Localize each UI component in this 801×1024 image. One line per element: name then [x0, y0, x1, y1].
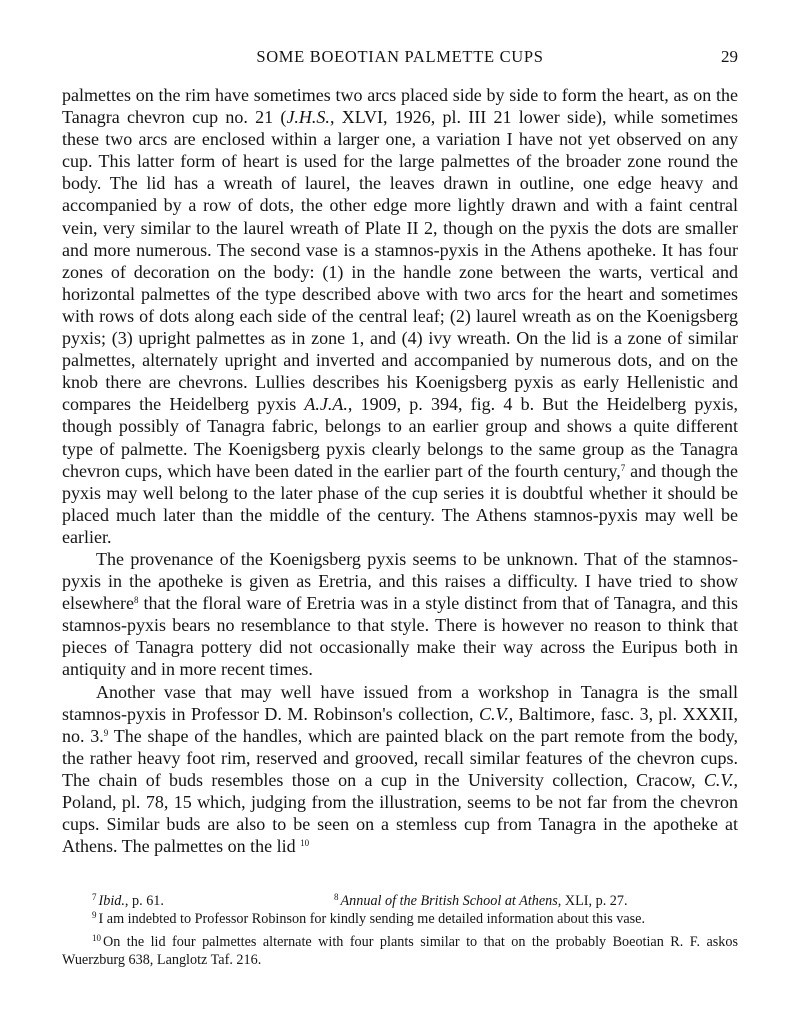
- text-run: The provenance of the Koenigsberg pyxis seems to be unknown. That of the stamnos-pyxis in the apotheke is given as Eretria, and this raises a difficulty. I have tried to show elsewhere: [62, 548, 738, 614]
- footnote-text: On the lid four palmettes alternate with four plants similar to that on the probably Boeotian R. F. askos Wuerzburg 638, Langlotz Taf. 216.: [62, 933, 738, 968]
- paragraph-3: [62, 681, 738, 858]
- footnote-ref-8: 8: [133, 595, 139, 606]
- footnote-text: , XLI, p. 27.: [557, 893, 628, 909]
- footnote-10: [62, 929, 738, 970]
- footnote-text: , p. 61.: [124, 893, 164, 909]
- footnote-ref-9: 9: [103, 727, 109, 738]
- text-run: , Baltimore, fasc. 3, pl. XXXII, no. 3.: [62, 703, 738, 746]
- paragraph-2: [62, 548, 738, 681]
- citation: A.J.A.: [304, 394, 348, 415]
- body-text: [62, 84, 738, 857]
- footnote-number: 8: [334, 892, 339, 902]
- text-run: , 1909, p. 394, fig. 4 b. But the Heidelberg pyxis, though possibly of Tanagra fabric, belongs to an earlier group and shows a quite different type of palmette. The Koenigsberg pyxis clearly belongs to the same group as the Tanagra chevron cups, which have been dated in the earlier part of the fourth century,: [62, 394, 739, 481]
- text-run: and though the pyxis may well belong to the later phase of the cup series it is doubtful whether it should be placed much later than the middle of the century. The Athens stamnos-pyxis may well be earlier.: [62, 460, 738, 547]
- footnote-7: [92, 888, 164, 910]
- text-run: that the floral ware of Eretria was in a style distinct from that of Tanagra, and this stamnos-pyxis bears no resemblance to that style. There is however no reason to think that pieces of Tanagra pottery did not occasionally make their way across the Euripus both in antiquity and in more recent times.: [62, 593, 738, 680]
- footnote-citation: Annual of the British School at Athens: [340, 893, 558, 909]
- text-run: Another vase that may well have issued from a workshop in Tanagra is the small stamnos-pyxis in Professor D. M. Robinson's collection,: [62, 681, 738, 724]
- citation: C.V.: [703, 769, 734, 790]
- text-run: , XLVI, 1926, pl. III 21 lower side), while sometimes these two arcs are enclosed within a larger one, a variation I have not yet observed on any cup. This latter form of heart is used for the large palmettes of the broader zone round the body. The lid has a wreath of laurel, the leaves drawn in outline, one edge heavy and accompanied by a row of dots, the other edge more lightly drawn and with a faint central vein, very similar to the laurel wreath of Plate II 2, though on the pyxis the dots are smaller and more numerous. The second vase is a stamnos-pyxis in the Athens apotheke. It has four zones of decoration on the body: (1) in the handle zone between the warts, vertical and horizontal palmettes of the type described above with two arcs for the heart and sometimes with rows of dots along each side of the central leaf; (2) laurel wreath as on the Koenigsberg pyxis; (3) upright palmettes as in zone 1, and (4) ivy wreath. On the lid is a zone of similar palmettes, alternately upright and inverted and accompanied by numerous dots, and on the knob there are chevrons. Lullies describes his Koenigsberg pyxis as early Hellenistic and compares the Heidelberg pyxis: [62, 107, 739, 415]
- footnote-8: [334, 888, 628, 910]
- footnote-number: 7: [92, 892, 97, 902]
- footnote-ref-7: 7: [620, 462, 626, 473]
- text-run: The shape of the handles, which are painted black on the part remote from the body, the rather heavy foot rim, reserved and grooved, recall similar features of the chevron cups. The chain of buds resembles those on a cup in the University collection, Cracow,: [62, 725, 739, 790]
- text-run: , Poland, pl. 78, 15 which, judging from the illustration, seems to be not far from the chevron cups. Similar buds are also to be seen on a stemless cup from Tanagra in the apotheke at Athens. The palmettes on the lid: [62, 769, 738, 857]
- citation: J.H.S.: [286, 107, 330, 128]
- paragraph-1: [62, 84, 738, 548]
- text-run: palmettes on the rim have sometimes two arcs placed side by side to form the heart, as on the Tanagra chevron cup no. 21 (: [62, 85, 738, 128]
- citation: C.V.: [479, 703, 509, 724]
- footnotes: [62, 888, 738, 969]
- footnote-text: I am indebted to Professor Robinson for kindly sending me detailed information about this vase.: [98, 911, 646, 928]
- footnote-citation: Ibid.: [98, 893, 125, 909]
- running-title: SOME BOEOTIAN PALMETTE CUPS: [256, 47, 544, 66]
- footnote-number: 9: [92, 910, 97, 921]
- footnote-ref-10: 10: [300, 838, 310, 849]
- page-number: 29: [721, 47, 738, 66]
- footnotes-7-8: [62, 888, 738, 909]
- footnote-number: 10: [92, 932, 101, 943]
- running-head: [62, 47, 738, 71]
